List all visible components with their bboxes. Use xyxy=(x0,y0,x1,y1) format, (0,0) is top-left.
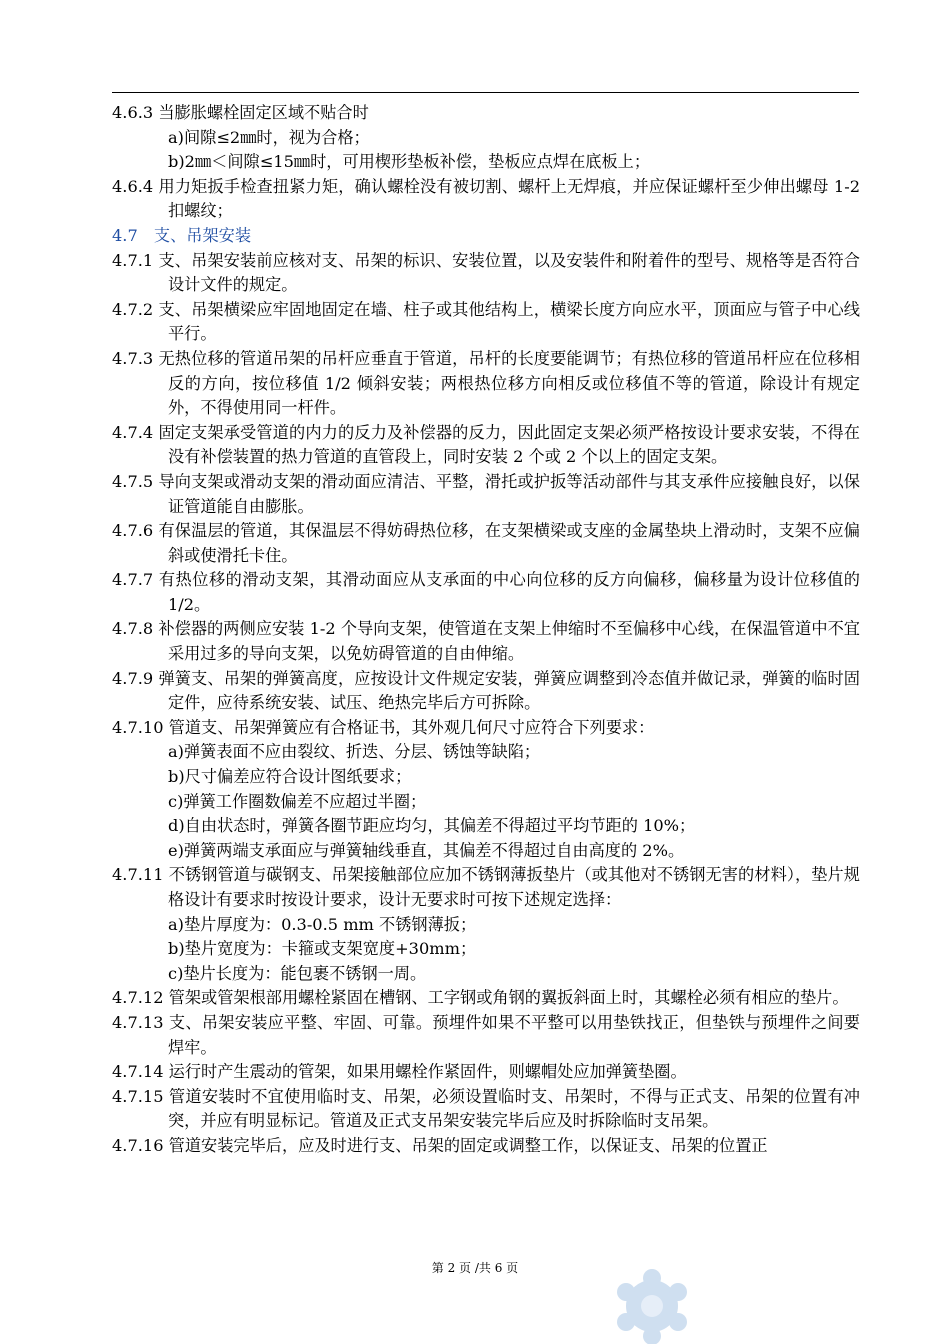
clause-paragraph: 4.7.7 有热位移的滑动支架，其滑动面应从支承面的中心向位移的反方向偏移，偏移量为设计位移值的 1/2。 xyxy=(112,570,860,614)
list-item: a)垫片厚度为：0.3-0.5 mm 不锈钢薄扳； xyxy=(168,914,477,934)
list-item: b)2㎜＜间隙≤15㎜时，可用楔形垫板补偿，垫板应点焊在底板上； xyxy=(168,152,651,172)
list-item: a)间隙≤2㎜时，视为合格； xyxy=(168,127,370,147)
clause-paragraph: 4.6.4 用力矩扳手检查扭紧力矩，确认螺栓没有被切割、螺杆上无焊痕，并应保证螺杆至少伸出螺母 1-2 扣螺纹； xyxy=(112,176,860,221)
section-heading: 4.7 支、吊架安装 xyxy=(112,225,252,245)
page-footer xyxy=(0,1260,950,1276)
clause-paragraph: 4.7.11 不锈钢管道与碳钢支、吊架接触部位应加不锈钢薄扳垫片（或其他对不锈钢无害的材料），垫片规格设计有要求时按设计要求，设计无要求时可按下述规定选择： xyxy=(112,865,860,909)
clause-paragraph: 4.7.4 固定支架承受管道的内力的反力及补偿器的反力，因此固定支架必须严格按设计要求安装，不得在没有补偿装置的热力管道的直管段上，同时安装 2 个或 2 个以上的固定支架。 xyxy=(112,422,860,467)
clause-paragraph: 4.7.8 补偿器的两侧应安装 1-2 个导向支架，使管道在支架上伸缩时不至偏移中心线，在保温管道中不宜采用过多的导向支架，以免妨碍管道的自由伸缩。 xyxy=(112,619,860,664)
clause-paragraph: 4.7.3 无热位移的管道吊架的吊杆应垂直于管道，吊杆的长度要能调节；有热位移的管道吊杆应在位移相反的方向，按位移值 1/2 倾斜安装；两根热位移方向相反或位移值不等的管道，除设计有规定外，不得使用同一杆件。 xyxy=(112,348,860,418)
document-body xyxy=(112,101,860,1159)
header-rule xyxy=(112,92,859,93)
clause-paragraph: 4.7.16 管道安装完毕后，应及时进行支、吊架的固定或调整工作，以保证支、吊架的位置正 xyxy=(112,1135,768,1155)
clause-paragraph: 4.7.6 有保温层的管道，其保温层不得妨碍热位移，在支架横梁或支座的金属垫块上滑动时，支架不应偏斜或使滑托卡住。 xyxy=(112,521,860,565)
list-item: e)弹簧两端支承面应与弹簧轴线垂直，其偏差不得超过自由高度的 2%。 xyxy=(168,840,685,860)
clause-paragraph: 4.7.9 弹簧支、吊架的弹簧高度，应按设计文件规定安装，弹簧应调整到冷态值并做记录，弹簧的临时固定件，应待系统安装、试压、绝热完毕后方可拆除。 xyxy=(112,668,860,713)
clause-paragraph: 4.7.2 支、吊架横梁应牢固地固定在墙、柱子或其他结构上，横梁长度方向应水平，顶面应与管子中心线平行。 xyxy=(112,299,860,344)
clause-paragraph: 4.7.13 支、吊架安装应平整、牢固、可靠。预埋件如果不平整可以用垫铁找正，但垫铁与预埋件之间要焊牢。 xyxy=(112,1012,860,1057)
clause-paragraph: 4.7.15 管道安装时不宜使用临时支、吊架，必须设置临时支、吊架时，不得与正式支、吊架的位置有冲突，并应有明显标记。管道及正式支吊架安装完毕后应及时拆除临时支吊架。 xyxy=(112,1086,860,1131)
clause-paragraph: 4.6.3 当膨胀螺栓固定区域不贴合时 xyxy=(112,103,369,122)
page-number-label: 第 2 页 /共 6 页 xyxy=(431,1261,519,1275)
clause-paragraph: 4.7.1 支、吊架安装前应核对支、吊架的标识、安装位置，以及安装件和附着件的型号、规格等是否符合设计文件的规定。 xyxy=(112,250,860,295)
clause-paragraph: 4.7.5 导向支架或滑动支架的滑动面应清洁、平整，滑托或护扳等活动部件与其支承件应接触良好，以保证管道能自由膨胀。 xyxy=(112,471,860,516)
list-item: a)弹簧表面不应由裂纹、折迭、分层、锈蚀等缺陷； xyxy=(168,742,541,762)
list-item: b)尺寸偏差应符合设计图纸要求； xyxy=(168,767,412,787)
clause-paragraph: 4.7.10 管道支、吊架弹簧应有合格证书，其外观几何尺寸应符合下列要求： xyxy=(112,717,655,737)
list-item: b)垫片宽度为：卡箍或支架宽度+30mm； xyxy=(168,939,477,959)
clause-paragraph: 4.7.12 管架或管架根部用螺栓紧固在槽钢、工字钢或角钢的翼扳斜面上时，其螺栓必须有相应的垫片。 xyxy=(112,988,849,1008)
list-item: c)弹簧工作圈数偏差不应超过半圈； xyxy=(168,791,427,811)
clause-paragraph: 4.7.14 运行时产生震动的管架，如果用螺栓作紧固件，则螺帽处应加弹簧垫圈。 xyxy=(112,1062,687,1082)
list-item: d)自由状态时，弹簧各圈节距应均匀，其偏差不得超过平均节距的 10%； xyxy=(168,816,696,836)
list-item: c)垫片长度为：能包裹不锈钢一周。 xyxy=(168,963,427,983)
watermark-logo xyxy=(604,1268,700,1344)
